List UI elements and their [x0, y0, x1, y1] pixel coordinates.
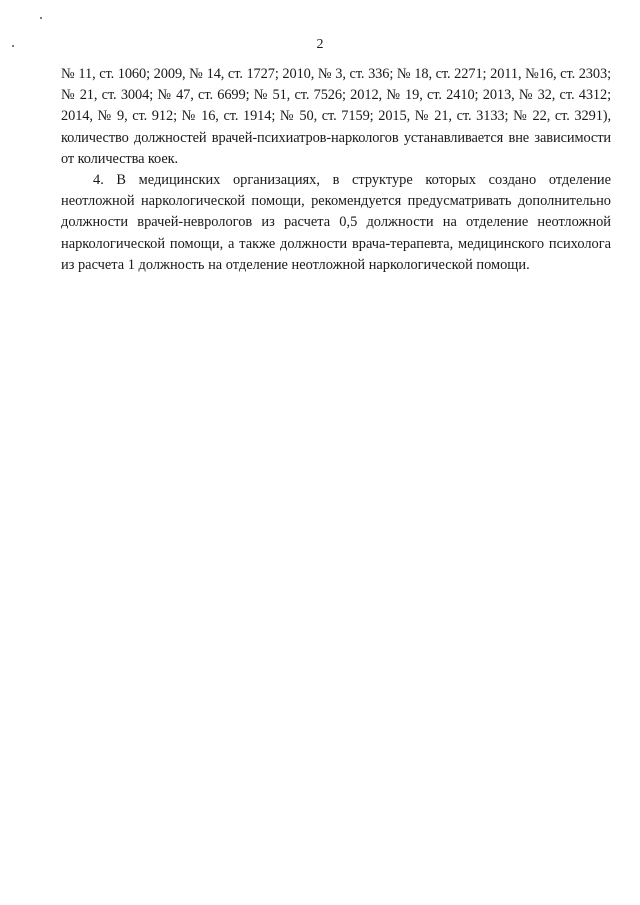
- document-body: [61, 64, 611, 276]
- scan-artifact-dot: [40, 17, 42, 19]
- paragraph-item-4: 4. В медицинских организациях, в структуре которых создано отделение неотложной наркологической помощи, рекомендуется предусматривать дополнительно должности врачей-неврологов из расчета 0,5 должности на отделение неотложной наркологической помощи, а также должности врача-терапевта, медицинского психолога из расчета 1 должность на отделение неотложной наркологической помощи.: [61, 172, 611, 273]
- page-number: 2: [316, 37, 324, 52]
- paragraph-continuation: № 11, ст. 1060; 2009, № 14, ст. 1727; 2010, № 3, ст. 336; № 18, ст. 2271; 2011, №16, ст. 2303; № 21, ст. 3004; № 47, ст. 6699; № 51, ст. 7526; 2012, № 19, ст. 2410; 2013, № 32, ст. 4312; 2014, № 9, ст. 912; № 16, ст. 1914; № 50, ст. 7159; 2015, № 21, ст. 3133; № 22, ст. 3291), количество должностей врачей-психиатров-наркологов устанавливается вне зависимости от количества коек.: [61, 66, 611, 167]
